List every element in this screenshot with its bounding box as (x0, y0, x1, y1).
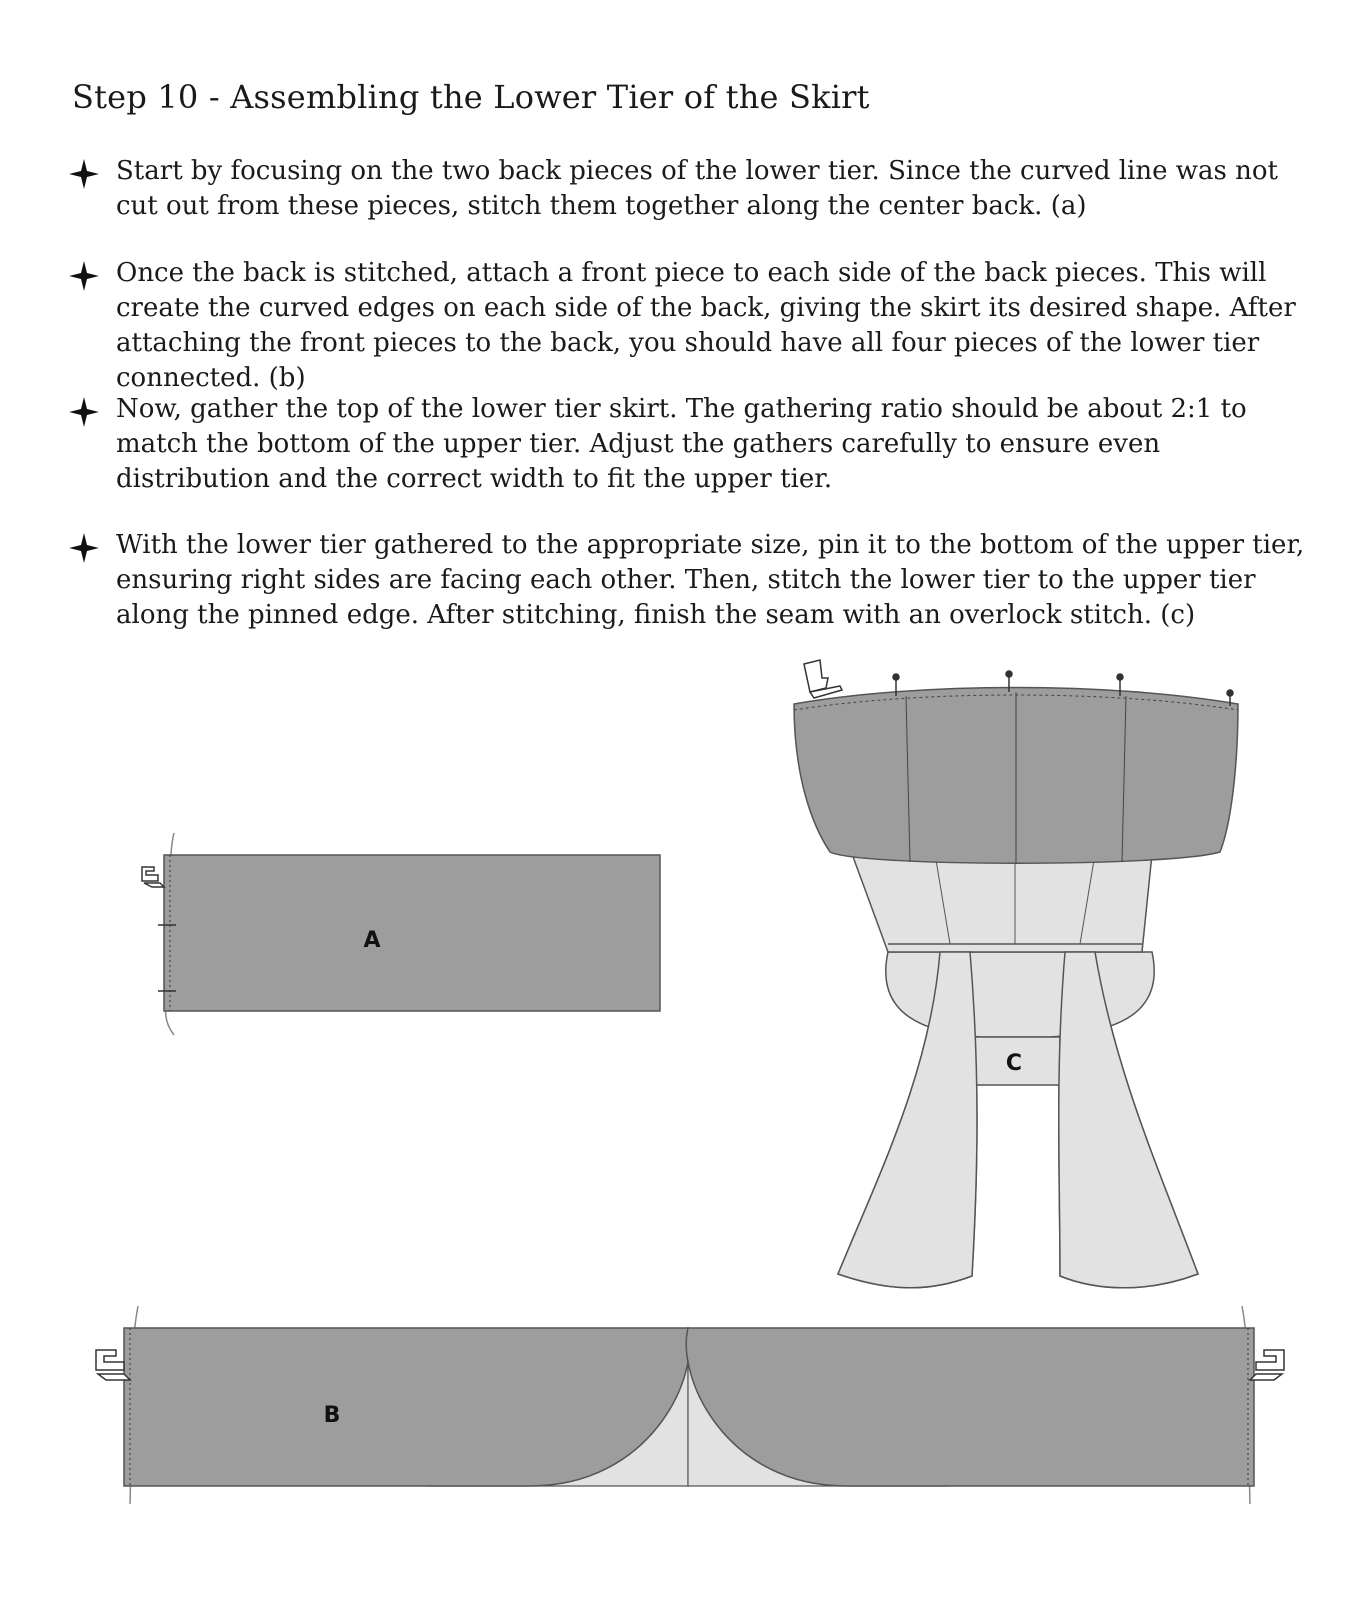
figure-a-label: A (363, 928, 381, 953)
presser-foot-icon (804, 660, 842, 698)
back-piece-fabric (164, 855, 660, 1011)
gathered-lower-tier (794, 688, 1238, 865)
step-item-3 (68, 392, 1308, 497)
step-item-2 (68, 256, 1308, 396)
step-item-1 (68, 154, 1308, 224)
figure-b-label: B (323, 1403, 341, 1428)
star-bullet-icon (68, 396, 100, 428)
back-piece-right (686, 1328, 1254, 1486)
presser-foot-icon (142, 867, 164, 887)
step-text: Start by focusing on the two back pieces of the lower tier. Since the curved line was not cut out from these pieces, stitch them together along the center back. (a) (116, 156, 1278, 221)
step-text: Now, gather the top of the lower tier skirt. The gathering ratio should be about 2:1 to match the bottom of the upper tier. Adjust the gathers carefully to ensure even distribution and the correct width to fit the upper tier. (116, 394, 1247, 494)
star-bullet-icon (68, 158, 100, 190)
figure-a-illustration (130, 825, 680, 1040)
page-title: Step 10 - Assembling the Lower Tier of the Skirt (72, 78, 870, 116)
star-bullet-icon (68, 260, 100, 292)
back-piece-left (124, 1328, 690, 1486)
star-bullet-icon (68, 532, 100, 564)
step-item-4 (68, 528, 1308, 633)
figure-c-illustration (780, 652, 1260, 1312)
step-text: Once the back is stitched, attach a front piece to each side of the back pieces. This will create the curved edges on each side of the back, giving the skirt its desired shape. After attaching the front pieces to the back, you should have all four pieces of the lower tier connected. (b) (116, 258, 1296, 393)
figure-b-illustration (90, 1298, 1290, 1518)
step-text: With the lower tier gathered to the appropriate size, pin it to the bottom of the upper tier, ensuring right sides are facing each other. Then, stitch the lower tier to the upper tier along the pinned edge. After stitching, finish the seam with an overlock stitch. (c) (116, 530, 1305, 630)
figure-c-label: C (1005, 1051, 1023, 1076)
presser-foot-right-icon (1250, 1350, 1284, 1380)
